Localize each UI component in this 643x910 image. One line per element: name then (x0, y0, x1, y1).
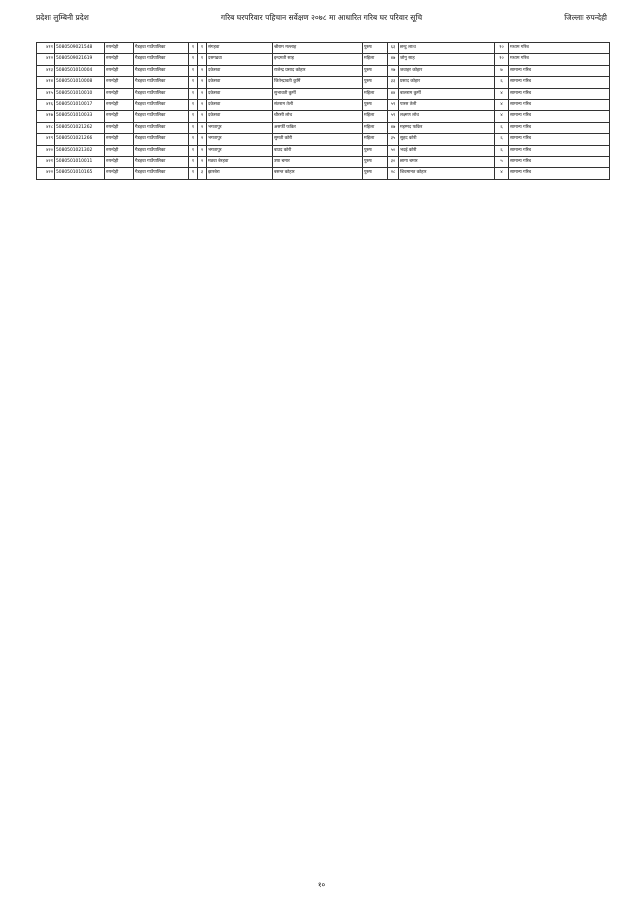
ward-cell: २ (198, 88, 207, 99)
gender-cell: महिला (363, 88, 388, 99)
head-name-cell: उषा चमार (273, 156, 363, 167)
table-row (37, 111, 610, 122)
relative-name-cell: बालराम कुर्मी (399, 88, 495, 99)
ward-cell: २ (198, 145, 207, 156)
head-name-cell: सुभावती कुर्मी (273, 88, 363, 99)
table-row (37, 134, 610, 145)
head-name-cell: राजेन्द्र प्रसाद कोहार (273, 65, 363, 76)
ward-cell: २ (198, 156, 207, 167)
district-cell: रुपन्देही (105, 122, 134, 133)
score-cell: ६ (495, 134, 509, 145)
table-row (37, 156, 610, 167)
tole-cell: भगतापुर (207, 134, 273, 145)
score-cell: ५ (495, 156, 509, 167)
province-cell: १ (189, 111, 198, 122)
head-name-cell: बाउद कोरी (273, 145, 363, 156)
household-id-cell: 5080501010011 (55, 156, 105, 167)
head-name-cell: श्रीराम मल्लाह (273, 43, 363, 54)
municipality-cell: गैडहवा गाउँपालिका (134, 122, 189, 133)
relative-name-cell: पारस तेली (399, 99, 495, 110)
municipality-cell: गैडहवा गाउँपालिका (134, 88, 189, 99)
serial-cell: ४२० (37, 145, 55, 156)
district-cell: रुपन्देही (105, 43, 134, 54)
score-cell: १० (495, 43, 509, 54)
household-id-cell: 5080509021619 (55, 54, 105, 65)
household-id-cell: 5080501010004 (55, 65, 105, 76)
district-label: जिल्लाः रुपन्देही (564, 13, 607, 22)
head-name-cell: सुमती कोरी (273, 134, 363, 145)
household-id-cell: 5080501021262 (55, 122, 105, 133)
poverty-category-cell: सामान्य गरिब (509, 168, 610, 179)
household-id-cell: 5080501010033 (55, 111, 105, 122)
table-row (37, 99, 610, 110)
poverty-category-cell: सामान्य गरिब (509, 77, 610, 88)
tole-cell: भगतापुर (207, 145, 273, 156)
ward-cell: २ (198, 122, 207, 133)
tole-cell: झारबेरा (207, 168, 273, 179)
gender-cell: पुरुष (363, 156, 388, 167)
relative-name-cell: सुहद कोरी (399, 134, 495, 145)
province-cell: १ (189, 99, 198, 110)
score-cell: ४ (495, 168, 509, 179)
serial-cell: ४१३ (37, 65, 55, 76)
province-cell: १ (189, 156, 198, 167)
gender-cell: महिला (363, 54, 388, 65)
tole-cell: दकेसवा (207, 77, 273, 88)
relative-name-cell: महम्मद फकिर (399, 122, 495, 133)
tole-cell: दकेसवा (207, 88, 273, 99)
age-cell: ३० (388, 156, 399, 167)
serial-cell: ४११ (37, 43, 55, 54)
score-cell: ७ (495, 65, 509, 76)
municipality-cell: गैडहवा गाउँपालिका (134, 134, 189, 145)
ward-cell: २ (198, 65, 207, 76)
page-header (36, 13, 607, 27)
household-id-cell: 5080501010165 (55, 168, 105, 179)
province-cell: १ (189, 88, 198, 99)
gender-cell: पुरुष (363, 99, 388, 110)
table-row (37, 122, 610, 133)
province-label: प्रदेशः लुम्बिनी प्रदेश (36, 13, 89, 22)
table-row (37, 54, 610, 65)
municipality-cell: गैडहवा गाउँपालिका (134, 99, 189, 110)
gender-cell: पुरुष (363, 77, 388, 88)
relative-name-cell: शिवमानत कोहार (399, 168, 495, 179)
score-cell: ६ (495, 145, 509, 156)
gender-cell: पुरुष (363, 65, 388, 76)
household-id-cell: 5080501010010 (55, 88, 105, 99)
score-cell: ६ (495, 122, 509, 133)
province-cell: १ (189, 168, 198, 179)
poverty-category-cell: मध्यम गरिब (509, 54, 610, 65)
province-cell: १ (189, 145, 198, 156)
gender-cell: पुरुष (363, 168, 388, 179)
serial-cell: ४१८ (37, 122, 55, 133)
district-cell: रुपन्देही (105, 134, 134, 145)
household-id-cell: 5080501021302 (55, 145, 105, 156)
tole-cell: दसगढवा (207, 54, 273, 65)
district-cell: रुपन्देही (105, 77, 134, 88)
municipality-cell: गैडहवा गाउँपालिका (134, 145, 189, 156)
province-cell: १ (189, 54, 198, 65)
age-cell: २७ (388, 65, 399, 76)
age-cell: ५९ (388, 99, 399, 110)
serial-cell: ४१९ (37, 134, 55, 145)
score-cell: ४ (495, 111, 509, 122)
municipality-cell: गैडहवा गाउँपालिका (134, 77, 189, 88)
relative-name-cell: भदई कोरी (399, 145, 495, 156)
age-cell: ४७ (388, 54, 399, 65)
poverty-category-cell: मध्यम गरिब (509, 43, 610, 54)
tole-cell: दकेसवा (207, 111, 273, 122)
head-name-cell: बसन्त कोहार (273, 168, 363, 179)
serial-cell: ४१५ (37, 88, 55, 99)
poverty-category-cell: सामान्य गरिब (509, 134, 610, 145)
relative-name-cell: जोगु साह (399, 54, 495, 65)
age-cell: ४४ (388, 88, 399, 99)
district-cell: रुपन्देही (105, 54, 134, 65)
head-name-cell: असर्फी फकिर (273, 122, 363, 133)
head-name-cell: जितेन्द्रावती कुर्मि (273, 77, 363, 88)
score-cell: ४ (495, 88, 509, 99)
municipality-cell: गैडहवा गाउँपालिका (134, 54, 189, 65)
tole-cell: मठवा बेरहवा (207, 156, 273, 167)
tole-cell: भगतापुर (207, 122, 273, 133)
head-name-cell: चौरसी लोध (273, 111, 363, 122)
province-cell: १ (189, 77, 198, 88)
score-cell: ४ (495, 99, 509, 110)
table-body (37, 43, 610, 180)
district-cell: रुपन्देही (105, 156, 134, 167)
poverty-category-cell: सामान्य गरिब (509, 156, 610, 167)
serial-cell: ४१४ (37, 77, 55, 88)
table-row (37, 88, 610, 99)
gender-cell: महिला (363, 111, 388, 122)
household-id-cell: 5080509021548 (55, 43, 105, 54)
age-cell: ५९ (388, 111, 399, 122)
ward-cell: २ (198, 77, 207, 88)
poverty-category-cell: सामान्य गरिब (509, 99, 610, 110)
ward-cell: १ (198, 54, 207, 65)
age-cell: ६३ (388, 43, 399, 54)
head-name-cell: संतराम तेली (273, 99, 363, 110)
table-row (37, 77, 610, 88)
age-cell: ५० (388, 145, 399, 156)
age-cell: ३३ (388, 77, 399, 88)
table-row (37, 145, 610, 156)
page-number: १० (317, 881, 326, 889)
relative-name-cell: जवाहर कोहार (399, 65, 495, 76)
household-table (36, 42, 610, 180)
province-cell: १ (189, 65, 198, 76)
household-id-cell: 5080501010008 (55, 77, 105, 88)
gender-cell: महिला (363, 134, 388, 145)
relative-name-cell: लक्ष्मण लोध (399, 111, 495, 122)
table-row (37, 168, 610, 179)
province-cell: १ (189, 134, 198, 145)
province-cell: १ (189, 43, 198, 54)
score-cell: १० (495, 54, 509, 65)
head-name-cell: इन्दमती साह (273, 54, 363, 65)
province-cell: १ (189, 122, 198, 133)
poverty-category-cell: सामान्य गरिब (509, 88, 610, 99)
poverty-category-cell: सामान्य गरिब (509, 111, 610, 122)
serial-cell: ४१२ (37, 54, 55, 65)
serial-cell: ४१६ (37, 99, 55, 110)
relative-name-cell: छागा चमार (399, 156, 495, 167)
municipality-cell: गैडहवा गाउँपालिका (134, 168, 189, 179)
serial-cell: ४२१ (37, 156, 55, 167)
household-id-cell: 5080501010017 (55, 99, 105, 110)
serial-cell: ४१७ (37, 111, 55, 122)
gender-cell: पुरुष (363, 145, 388, 156)
ward-cell: २ (198, 111, 207, 122)
score-cell: ६ (495, 77, 509, 88)
ward-cell: २ (198, 99, 207, 110)
tole-cell: दकेसवा (207, 99, 273, 110)
tole-cell: दकेसवा (207, 65, 273, 76)
ward-cell: २ (198, 134, 207, 145)
serial-cell: ४२२ (37, 168, 55, 179)
district-cell: रुपन्देही (105, 145, 134, 156)
household-id-cell: 5080501021266 (55, 134, 105, 145)
poverty-category-cell: सामान्य गरिब (509, 122, 610, 133)
document-title: गरिब घरपरिवार पहिचान सर्वेक्षण २०७८ मा आधारित गरिब घर परिवार सूचि (220, 13, 423, 22)
gender-cell: महिला (363, 122, 388, 133)
age-cell: २८ (388, 168, 399, 179)
poverty-category-cell: सामान्य गरिब (509, 145, 610, 156)
district-cell: रुपन्देही (105, 88, 134, 99)
district-cell: रुपन्देही (105, 168, 134, 179)
age-cell: ३५ (388, 134, 399, 145)
table-row (37, 43, 610, 54)
poverty-category-cell: सामान्य गरिब (509, 65, 610, 76)
relative-name-cell: छन्टु लाःध (399, 43, 495, 54)
district-cell: रुपन्देही (105, 99, 134, 110)
district-cell: रुपन्देही (105, 111, 134, 122)
relative-name-cell: प्रसाद कोहार (399, 77, 495, 88)
gender-cell: पुरुष (363, 43, 388, 54)
municipality-cell: गैडहवा गाउँपालिका (134, 65, 189, 76)
age-cell: ४७ (388, 122, 399, 133)
table-row (37, 65, 610, 76)
municipality-cell: गैडहवा गाउँपालिका (134, 111, 189, 122)
ward-cell: १ (198, 43, 207, 54)
tole-cell: संगहवा (207, 43, 273, 54)
district-cell: रुपन्देही (105, 65, 134, 76)
ward-cell: ३ (198, 168, 207, 179)
municipality-cell: गैडहवा गाउँपालिका (134, 156, 189, 167)
municipality-cell: गैडहवा गाउँपालिका (134, 43, 189, 54)
